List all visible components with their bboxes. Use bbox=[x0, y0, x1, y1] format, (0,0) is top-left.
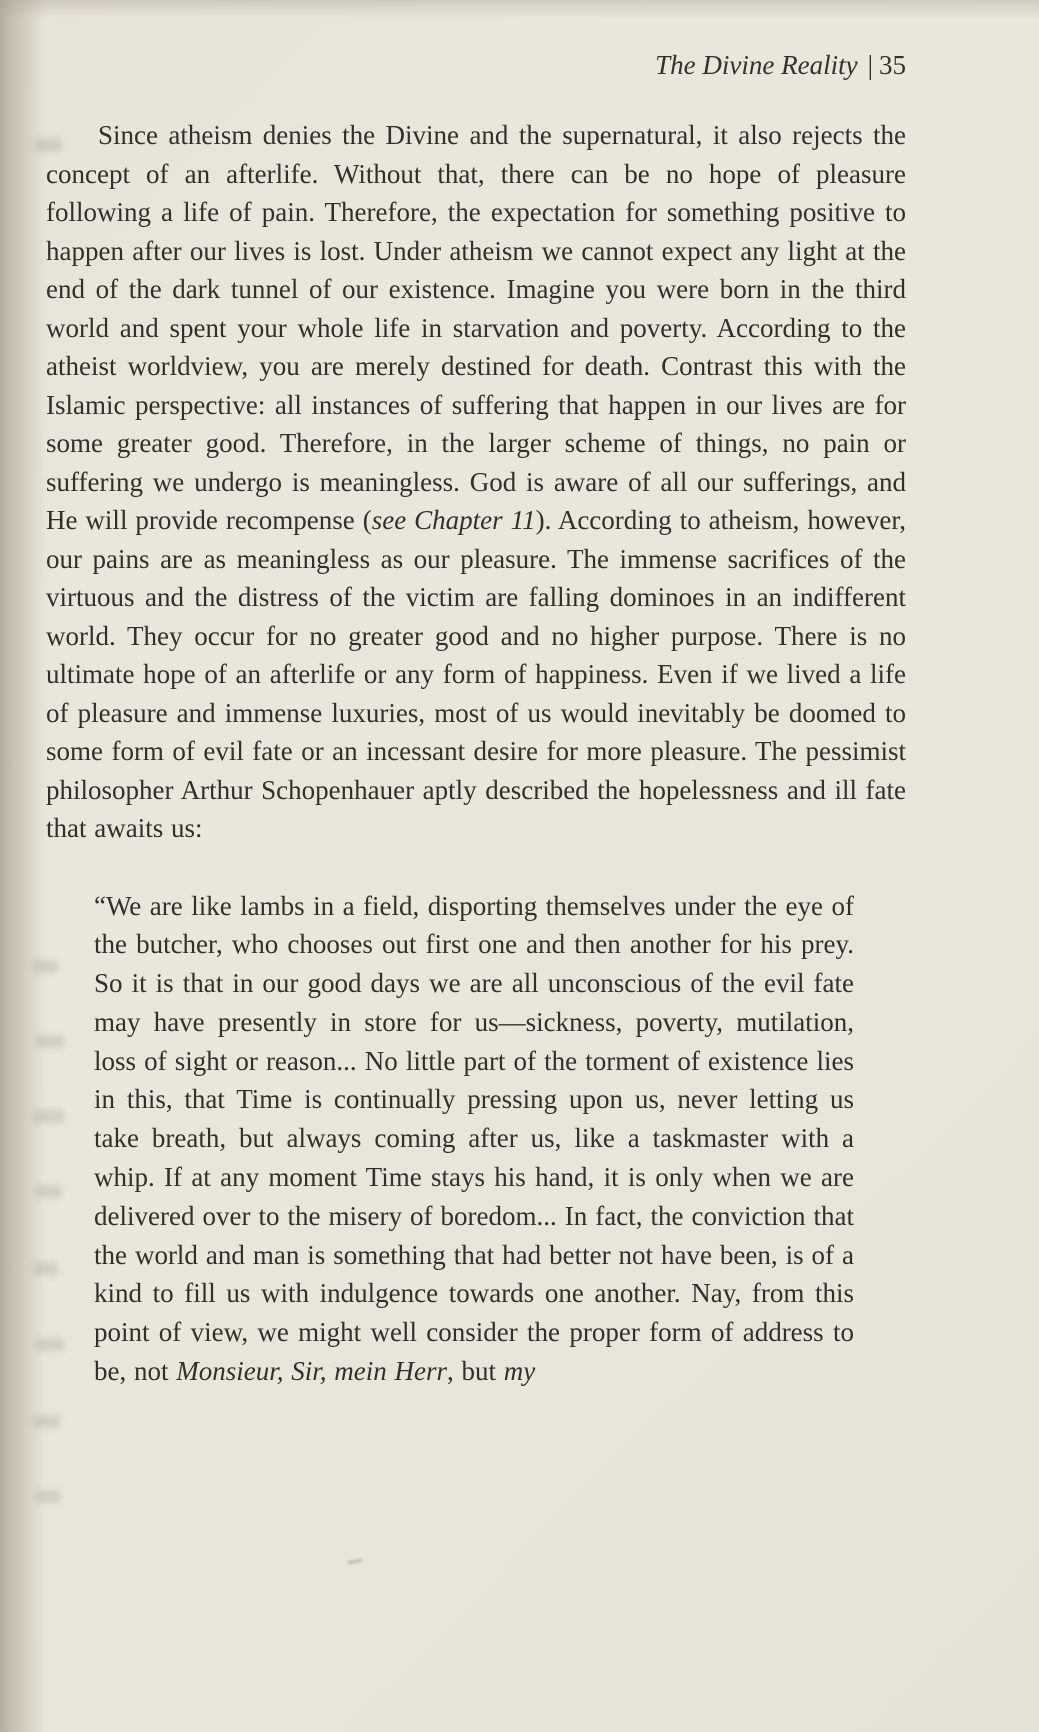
page-number: 35 bbox=[879, 50, 906, 80]
block-quote bbox=[94, 887, 854, 1391]
quote-text: “We are like lambs in a field, disporting themselves under the eye of the butcher, who chooses out first one and then another for his prey. So it is that in our good days we are all unconscious of the evil fate may have presently in store for us—sickness, poverty, mutilation, loss of sight or reason... No little part of the torment of existence lies in this, that Time is continually pressing upon us, never letting us take breath, but always coming after us, like a taskmaster with a whip. If at any moment Time stays his hand, it is only when we are delivered over to the misery of boredom... In fact, the conviction that the world and man is something that had better not have been, is of a kind to fill us with indulgence towards one another. Nay, from this point of view, we might well consider the proper form of address to be, not bbox=[94, 890, 854, 1387]
running-header-separator: | bbox=[867, 50, 873, 80]
paragraph-text: Since atheism denies the Divine and the supernatural, it also rejects the concept of an afterlife. Without that, there can be no hope of pleasure following a life of pain. Therefore, the expectation for something positive to happen after our lives is lost. Under atheism we cannot expect any light at the end of the dark tunnel of our existence. Imagine you were born in the third world and spent your whole life in starvation and poverty. According to the atheist worldview, you are merely destined for death. Contrast this with the Islamic perspective: all instances of suffering that happen in our lives are for some greater good. Therefore, in the larger scheme of things, no pain or suffering we undergo is meaningless. God is aware of all our sufferings, and He will provide recompense ( bbox=[46, 120, 906, 535]
bleed-through-artifact bbox=[34, 1415, 60, 1428]
scan-scratch-artifact bbox=[348, 1559, 362, 1565]
page-content bbox=[46, 48, 906, 1391]
quote-text-continued: , but bbox=[447, 1356, 504, 1387]
quote-italic-forms-of-address: Monsieur, Sir, mein Herr bbox=[176, 1356, 447, 1387]
scan-edge-shadow bbox=[0, 0, 46, 1732]
paragraph-italic-reference: see Chapter 11 bbox=[371, 505, 536, 535]
body-paragraph bbox=[46, 116, 906, 848]
quote-italic-my: my bbox=[503, 1356, 536, 1387]
paragraph-text-continued: ). According to atheism, however, our pains are as meaningless as our pleasure. The immense sacrifices of the virtuous and the distress of the victim are falling dominoes in an indifferent world. They occur for no greater good and no higher purpose. There is no ultimate hope of an afterlife or any form of happiness. Even if we lived a life of pleasure and immense luxuries, most of us would inevitably be doomed to some form of evil fate or an incessant desire for more pleasure. The pessimist philosopher Arthur Schopenhauer aptly described the hopelessness and ill fate that awaits us: bbox=[46, 505, 906, 843]
scan-top-shadow bbox=[0, 0, 1039, 18]
running-header bbox=[46, 48, 906, 82]
bleed-through-artifact bbox=[36, 1490, 60, 1503]
running-header-title: The Divine Reality bbox=[655, 50, 858, 80]
